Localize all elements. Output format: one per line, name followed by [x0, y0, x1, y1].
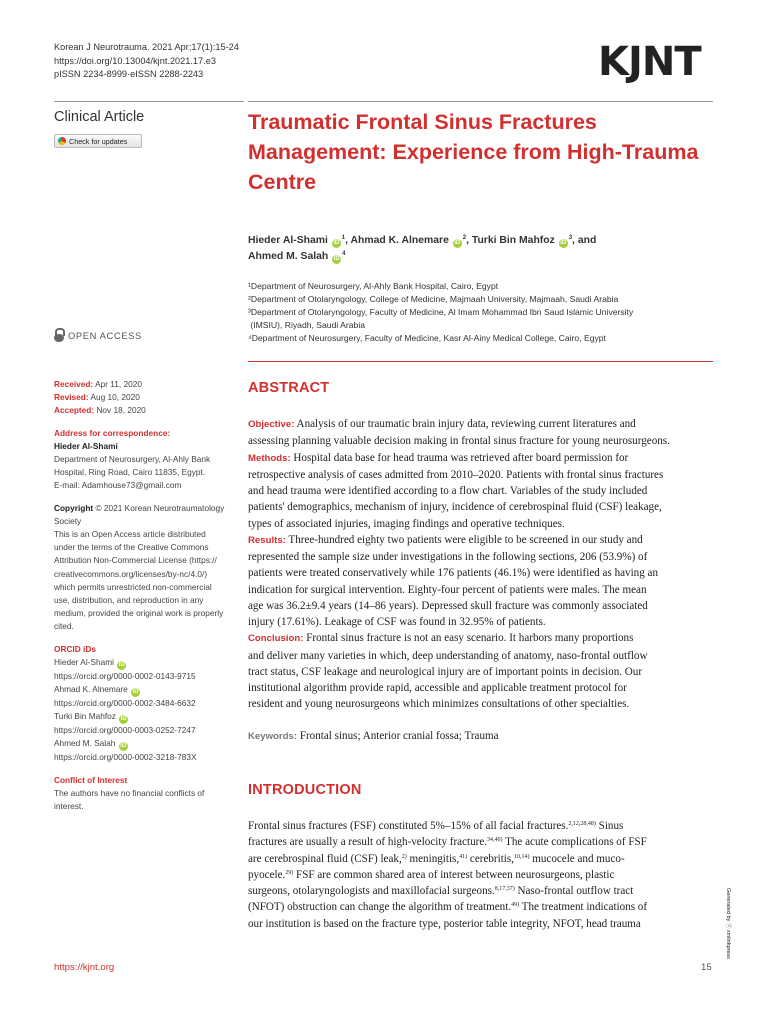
copyright-line: medium, provided the original work is properly [54, 608, 224, 619]
journal-url-link[interactable]: https://kjnt.org [54, 962, 115, 973]
abstract-text: Frontal sinus fracture is not an easy scenario. It harbors many proportions [303, 632, 634, 645]
keywords-text: Frontal sinus; Anterior cranial fossa; Trauma [297, 730, 499, 742]
copyright-line: © 2021 Korean Neurotraumatology [95, 502, 225, 513]
correspondence-email[interactable]: E-mail: Adamhouse73@gmail.com [54, 480, 182, 491]
introduction-body [248, 818, 712, 932]
citation-ref[interactable]: 41) [459, 853, 468, 860]
xmlinkpress-credit: Generated by ⓧ xmlinkpress [725, 888, 731, 959]
orcid-icon[interactable]: iD [120, 743, 127, 750]
affiliation-ref: 1 [341, 235, 346, 241]
citation-ref[interactable]: 8,17,37) [494, 886, 515, 892]
body-text: The treatment indications of [519, 901, 648, 914]
check-updates-label: Check for updates [69, 136, 128, 146]
objective-label: Objective: [248, 419, 295, 430]
crossmark-icon [58, 137, 66, 145]
conflict-line: The authors have no financial conflicts of [54, 787, 205, 798]
abstract-text: indication for surgical intervention. Eighty-four percent of patients were males. The mean [248, 583, 647, 596]
issn: pISSN 2234-8999·eISSN 2288-2243 [54, 69, 204, 80]
copyright-line: Attribution Non-Commercial License (https:// [54, 555, 217, 566]
orcid-icon[interactable]: iD [333, 256, 340, 262]
orcid-icon[interactable]: iD [333, 240, 340, 246]
author-name: Ahmad K. Alnemare [350, 235, 449, 246]
abstract-heading: ABSTRACT [248, 380, 330, 396]
orcid-link[interactable]: https://orcid.org/0000-0002-0143-9715 [54, 670, 196, 681]
copyright-line: Society [54, 515, 82, 526]
journal-meta [54, 41, 239, 82]
page-number: 15 [701, 962, 712, 973]
journal-logo: KJNT [598, 39, 701, 85]
body-text: (NFOT) obstruction can change the algorithm of treatment. [248, 901, 512, 914]
keywords [248, 730, 712, 742]
orcid-link[interactable]: https://orcid.org/0000-0002-3484-6632 [54, 698, 196, 709]
divider [248, 361, 713, 362]
abstract-text: assessing planning valuable decision making in frontal sinus fracture for young neurosurgeons. [248, 435, 670, 448]
body-text: surgeons, otolaryngologists and maxillofacial surgeons. [248, 885, 495, 897]
abstract-text: and head trauma were identified according to a flow chart. Variables of the study included [248, 485, 648, 497]
correspondence-name: Hieder Al-Shami [54, 440, 118, 451]
keywords-label: Keywords: [248, 731, 298, 742]
abstract-text: patients were treated conservatively while 176 patients (46.1%) were identified as having an [248, 567, 659, 580]
abstract-text: tract status, CSF leakage and neurological injury are of important points in decision. Our [248, 665, 643, 678]
abstract-text: institutional algorithm provide rapid, accessible and applicable treatment protocol for [248, 682, 627, 694]
citation-ref[interactable]: 2,12,28,48) [568, 821, 596, 827]
affiliation: ²Department of Otolaryngology, College of Medicine, Majmaah University, Majmaah, Saudi Arabia [248, 294, 619, 304]
open-access-icon [54, 328, 64, 342]
copyright-line: This is an Open Access article distributed [54, 529, 206, 540]
abstract-body [248, 416, 712, 713]
orcid-author: Ahmad K. Alnemare [54, 684, 128, 695]
author-name: Hieder Al-Shami [248, 235, 328, 246]
body-text: The acute complications of FSF [502, 836, 647, 849]
orcid-author: Hieder Al-Shami [54, 656, 114, 667]
citation-ref[interactable]: 29) [285, 869, 294, 876]
conclusion-label: Conclusion: [248, 633, 304, 645]
author-name: Turki Bin Mahfoz [471, 235, 555, 246]
introduction-heading: INTRODUCTION [248, 782, 362, 798]
affiliation: ³Department of Otolaryngology, Faculty of Medicine, Al Imam Mohammad Ibn Saud Islamic University [248, 307, 634, 317]
affiliation-ref: 3 [568, 235, 573, 241]
abstract-text: types of associated injuries, imaging findings and operative techniques. [248, 517, 565, 530]
revised-date: Aug 10, 2020 [90, 392, 140, 403]
open-access-label: OPEN ACCESS [68, 329, 142, 341]
open-access-badge [54, 328, 142, 342]
revised-label: Revised: [54, 392, 89, 403]
orcid-author: Ahmed M. Salah [54, 738, 116, 749]
citation-ref[interactable]: 10,14) [513, 853, 530, 860]
abstract-text: patients' demographics, mechanism of injury, incidence of cerebrospinal fluid (CSF) leakage, [248, 501, 662, 514]
abstract-text: age was 36.2±9.4 years (14–86 years). Depressed skull fracture was commonly associated [248, 599, 648, 612]
body-text: are cerebrospinal fluid (CSF) leak, [248, 852, 402, 865]
affiliation-ref: 4 [342, 251, 346, 257]
orcid-author: Turki Bin Mahfoz [54, 711, 116, 722]
copyright-line: use, distribution, and reproduction in any [54, 595, 204, 606]
author-list [248, 233, 708, 265]
correspondence-line: Department of Neurosurgery, Al-Ahly Bank [54, 454, 211, 465]
body-text: meningitis, [406, 852, 460, 865]
orcid-label: ORCID iDs [54, 643, 96, 654]
doi-link[interactable]: https://doi.org/10.13004/kjnt.2021.17.e3 [54, 55, 216, 66]
conflict-line: interest. [54, 801, 84, 812]
check-for-updates-button[interactable] [54, 134, 142, 148]
copyright-line: under the terms of the Creative Commons [54, 542, 209, 553]
affiliation: (IMSIU), Riyadh, Saudi Arabia [248, 320, 366, 330]
dates [54, 378, 244, 418]
orcid-icon[interactable]: iD [118, 661, 125, 668]
abstract-text: Three-hundred eighty two patients were eligible to be screened in our study and [285, 533, 643, 546]
correspondence [54, 427, 244, 493]
affiliation: ¹Department of Neurosurgery, Al-Ahly Bank Hospital, Cairo, Egypt [248, 281, 499, 291]
abstract-text: resident and young neurosurgeons which minimizes consultations of other specialties. [248, 698, 630, 711]
abstract-text: retrospective analysis of cases admitted from 2010–2020. Patients with frontal sinus fractures [248, 468, 664, 481]
body-text: FSF are common shared area of interest between neurosurgeons, plastic [293, 868, 615, 881]
received-date: Apr 11, 2020 [95, 379, 142, 389]
article-type: Clinical Article [54, 109, 145, 125]
correspondence-line: Hospital, Ring Road, Cairo 11835, Egypt. [54, 467, 206, 478]
article-title: Traumatic Frontal Sinus Fractures Management: Experience from High-Trauma Centre [248, 110, 699, 194]
sidebar [54, 378, 244, 822]
orcid-link[interactable]: https://orcid.org/0000-0002-3218-783X [54, 752, 197, 763]
citation-ref[interactable]: 49) [511, 902, 520, 909]
author-separator: , and [572, 235, 597, 246]
orcid-icon[interactable]: iD [132, 689, 139, 696]
correspondence-label: Address for correspondence: [54, 427, 171, 438]
orcid-icon[interactable]: iD [120, 716, 127, 723]
journal-citation: Korean J Neurotrauma. 2021 Apr;17(1):15-24 [54, 42, 239, 52]
copyright-line: cited. [54, 621, 74, 632]
body-text: Sinus [595, 820, 624, 832]
orcid-icon[interactable]: iD [560, 240, 567, 246]
body-text: pyocele. [248, 868, 286, 881]
results-label: Results: [248, 534, 286, 546]
body-text: fractures are usually a result of high-velocity fracture. [248, 836, 488, 849]
abstract-text: represented the sample size under investigations in the following sections, 206 (53.9%) of [248, 551, 648, 563]
citation-ref[interactable]: 2) [401, 853, 407, 860]
citation-ref[interactable]: 34,40) [487, 837, 503, 844]
license-link[interactable]: creativecommons.org/licenses/by-nc/4.0/) [54, 568, 208, 579]
copyright-label: Copyright [54, 502, 94, 513]
abstract-text: Hospital data base for head trauma was retrieved after board permission for [290, 451, 629, 464]
author-separator: , [345, 235, 351, 246]
orcid-icon[interactable]: iD [454, 240, 461, 246]
abstract-text: and deliver many varieties in which, deep understanding of anatomy, naso-frontal outflow [248, 649, 648, 662]
body-text: Frontal sinus fractures (FSF) constituted 5%–15% of all facial fractures. [248, 820, 569, 832]
accepted-label: Accepted: [54, 405, 95, 416]
affiliation: ⁴Department of Neurosurgery, Faculty of Medicine, Kasr Al-Ainy Medical College, Cairo, Egypt [248, 333, 606, 343]
divider [54, 101, 244, 102]
conflict-of-interest [54, 774, 244, 814]
abstract-text: injury (17.61%). Leakage of CSF was found in 32.95% of patients. [248, 616, 546, 628]
methods-label: Methods: [248, 452, 291, 464]
affiliation-ref: 2 [462, 235, 467, 241]
body-text: Naso-frontal outflow tract [514, 885, 634, 897]
body-text: cerebritis, [467, 852, 514, 865]
accepted-date: Nov 18, 2020 [96, 405, 146, 416]
abstract-text: Analysis of our traumatic brain injury data, reviewing current literatures and [294, 418, 636, 430]
author-name: Ahmed M. Salah [248, 251, 329, 262]
affiliations [248, 280, 708, 345]
orcid-link[interactable]: https://orcid.org/0000-0003-0252-7247 [54, 725, 196, 736]
received-label: Received: [54, 379, 94, 389]
copyright [54, 502, 244, 634]
copyright-line: which permits unrestricted non-commercial [54, 581, 212, 592]
body-text: our institution is based on the fracture type, posterior table integrity, NFOT, head trauma [248, 917, 641, 930]
conflict-label: Conflict of Interest [54, 774, 128, 785]
orcid-list [54, 643, 244, 765]
body-text: mucocele and muco- [529, 852, 625, 865]
divider [248, 101, 713, 102]
author-separator: , [466, 235, 472, 246]
